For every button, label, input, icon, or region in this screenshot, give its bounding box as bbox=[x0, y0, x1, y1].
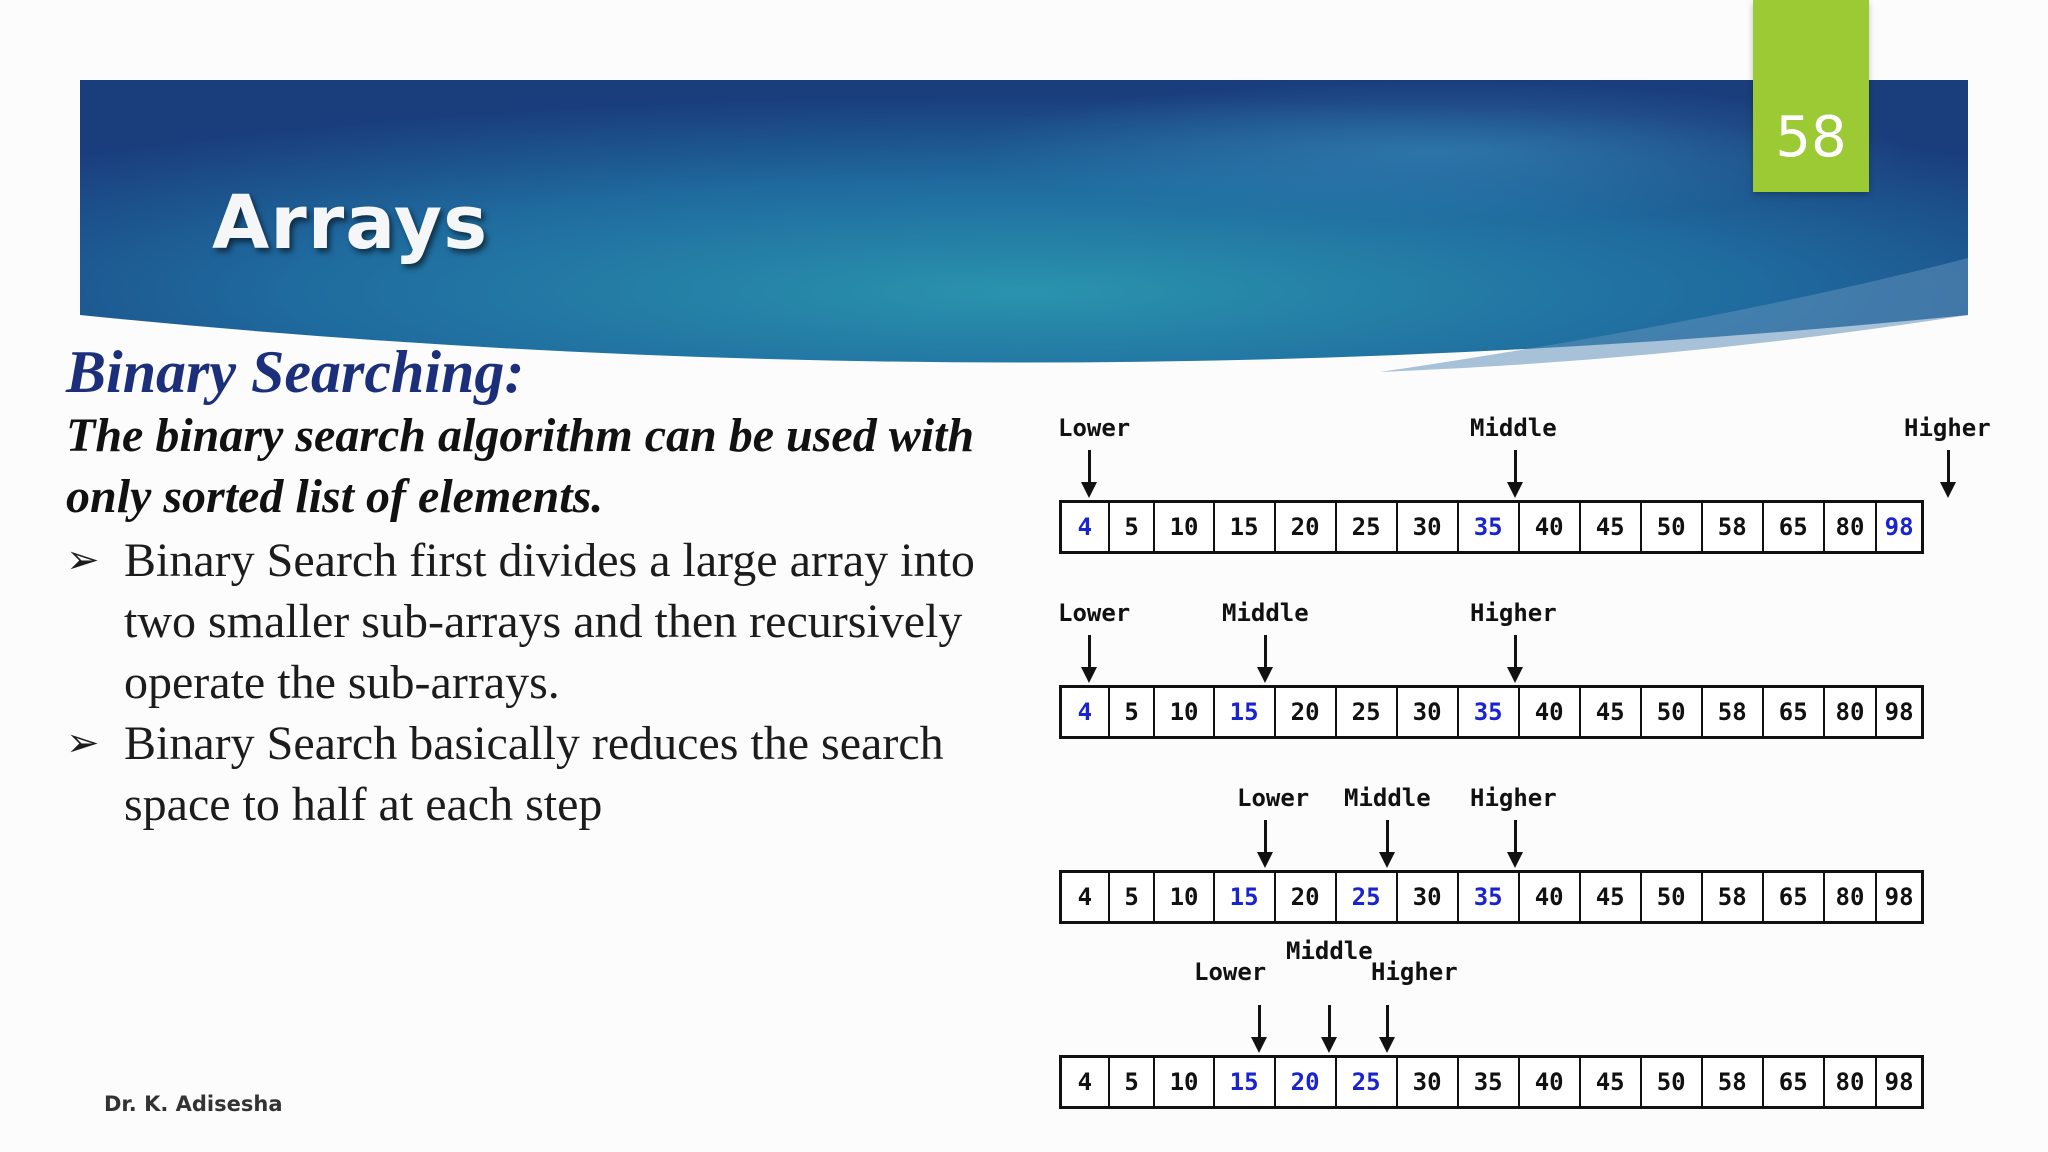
lower-pointer-arrow-icon bbox=[1088, 450, 1091, 494]
array-cell: 30 bbox=[1398, 688, 1459, 736]
array-cell: 80 bbox=[1825, 1058, 1877, 1106]
array-cell: 5 bbox=[1110, 688, 1156, 736]
array-cell: 65 bbox=[1764, 873, 1825, 921]
array-cell: 80 bbox=[1825, 873, 1877, 921]
higher-label: Higher bbox=[1371, 958, 1458, 986]
array-cell: 50 bbox=[1642, 873, 1703, 921]
array-cell: 10 bbox=[1155, 873, 1214, 921]
higher-label: Higher bbox=[1470, 784, 1557, 812]
array-cell: 45 bbox=[1581, 688, 1642, 736]
bullet-text: Binary Search basically reduces the search space to half at each step bbox=[124, 717, 944, 831]
lower-label: Lower bbox=[1194, 958, 1267, 986]
lead-text: The binary search algorithm can be used with only sorted list of elements. bbox=[66, 409, 975, 523]
array-cell: 25 bbox=[1337, 503, 1398, 551]
array-row bbox=[1059, 500, 1924, 554]
array-cell: 25 bbox=[1337, 873, 1398, 921]
higher-label: Higher bbox=[1470, 599, 1557, 627]
array-row bbox=[1059, 685, 1924, 739]
array-cell: 25 bbox=[1337, 1058, 1398, 1106]
array-cell: 4 bbox=[1062, 873, 1110, 921]
higher-pointer-arrow-icon bbox=[1514, 820, 1517, 864]
array-cell: 35 bbox=[1459, 1058, 1520, 1106]
arrow-bullet-icon: ➢ bbox=[66, 720, 100, 766]
lower-label: Lower bbox=[1237, 784, 1310, 812]
middle-pointer-arrow-icon bbox=[1386, 820, 1389, 864]
array-cell: 20 bbox=[1276, 688, 1337, 736]
array-cell: 20 bbox=[1276, 503, 1337, 551]
array-cell: 25 bbox=[1337, 688, 1398, 736]
array-cell: 58 bbox=[1703, 503, 1764, 551]
array-cell: 80 bbox=[1825, 688, 1877, 736]
slide-title: Arrays bbox=[212, 180, 489, 266]
array-cell: 35 bbox=[1459, 873, 1520, 921]
array-cell: 58 bbox=[1703, 873, 1764, 921]
array-cell: 30 bbox=[1398, 503, 1459, 551]
array-cell: 15 bbox=[1215, 503, 1276, 551]
lower-pointer-arrow-icon bbox=[1264, 820, 1267, 864]
bullet-item bbox=[66, 713, 1046, 835]
bullet-text: Binary Search first divides a large array into two smaller sub-arrays and then recursively operate the sub-arrays. bbox=[124, 534, 975, 709]
array-cell: 98 bbox=[1884, 883, 1914, 911]
array-cell: 20 bbox=[1276, 1058, 1337, 1106]
array-cell: 80 bbox=[1825, 503, 1877, 551]
middle-label: Middle bbox=[1470, 414, 1557, 442]
page-number: 58 bbox=[1775, 105, 1847, 170]
array-cell: 40 bbox=[1520, 503, 1581, 551]
section-heading: Binary Searching: bbox=[66, 339, 525, 405]
array-cell: 35 bbox=[1459, 688, 1520, 736]
array-cell: 5 bbox=[1110, 503, 1156, 551]
array-cell: 5 bbox=[1110, 873, 1156, 921]
middle-pointer-arrow-icon bbox=[1328, 1005, 1331, 1049]
lower-label: Lower bbox=[1058, 414, 1131, 442]
array-cell: 4 bbox=[1062, 688, 1110, 736]
array-cell: 65 bbox=[1764, 503, 1825, 551]
array-cell: 50 bbox=[1642, 503, 1703, 551]
array-cell: 4 bbox=[1062, 503, 1110, 551]
array-cell: 45 bbox=[1581, 503, 1642, 551]
array-cell: 40 bbox=[1520, 688, 1581, 736]
middle-pointer-arrow-icon bbox=[1264, 635, 1267, 679]
array-cell: 50 bbox=[1642, 688, 1703, 736]
array-cell: 40 bbox=[1520, 1058, 1581, 1106]
middle-label: Middle bbox=[1222, 599, 1309, 627]
array-cell: 15 bbox=[1215, 1058, 1276, 1106]
arrow-bullet-icon: ➢ bbox=[66, 537, 100, 583]
array-row bbox=[1059, 1055, 1924, 1109]
array-row bbox=[1059, 870, 1924, 924]
lower-label: Lower bbox=[1058, 599, 1131, 627]
array-cell: 65 bbox=[1764, 688, 1825, 736]
array-cell: 4 bbox=[1062, 1058, 1110, 1106]
bullet-list bbox=[66, 530, 1046, 835]
array-cell: 15 bbox=[1215, 688, 1276, 736]
higher-pointer-arrow-icon bbox=[1947, 450, 1950, 494]
page-number-badge bbox=[1753, 0, 1869, 192]
array-cell: 5 bbox=[1110, 1058, 1156, 1106]
array-cell: 50 bbox=[1642, 1058, 1703, 1106]
array-cell: 98 bbox=[1884, 513, 1914, 541]
bullet-item bbox=[66, 530, 1046, 713]
array-cell: 40 bbox=[1520, 873, 1581, 921]
array-cell: 65 bbox=[1764, 1058, 1825, 1106]
array-cell: 98 bbox=[1884, 1068, 1914, 1096]
author-credit: Dr. K. Adisesha bbox=[104, 1092, 283, 1116]
middle-pointer-arrow-icon bbox=[1514, 450, 1517, 494]
higher-pointer-arrow-icon bbox=[1386, 1005, 1389, 1049]
array-cell: 10 bbox=[1155, 688, 1214, 736]
array-cell: 20 bbox=[1276, 873, 1337, 921]
middle-label: Middle bbox=[1344, 784, 1431, 812]
array-cell: 15 bbox=[1215, 873, 1276, 921]
array-cell: 98 bbox=[1884, 698, 1914, 726]
array-cell: 10 bbox=[1155, 1058, 1214, 1106]
array-cell: 30 bbox=[1398, 873, 1459, 921]
array-cell: 10 bbox=[1155, 503, 1214, 551]
middle-label: Middle bbox=[1286, 937, 1373, 965]
array-cell: 58 bbox=[1703, 1058, 1764, 1106]
array-cell: 35 bbox=[1459, 503, 1520, 551]
array-cell: 30 bbox=[1398, 1058, 1459, 1106]
array-cell: 45 bbox=[1581, 1058, 1642, 1106]
lower-pointer-arrow-icon bbox=[1258, 1005, 1261, 1049]
array-cell: 45 bbox=[1581, 873, 1642, 921]
higher-label: Higher bbox=[1904, 414, 1991, 442]
array-cell: 58 bbox=[1703, 688, 1764, 736]
lower-pointer-arrow-icon bbox=[1088, 635, 1091, 679]
higher-pointer-arrow-icon bbox=[1514, 635, 1517, 679]
